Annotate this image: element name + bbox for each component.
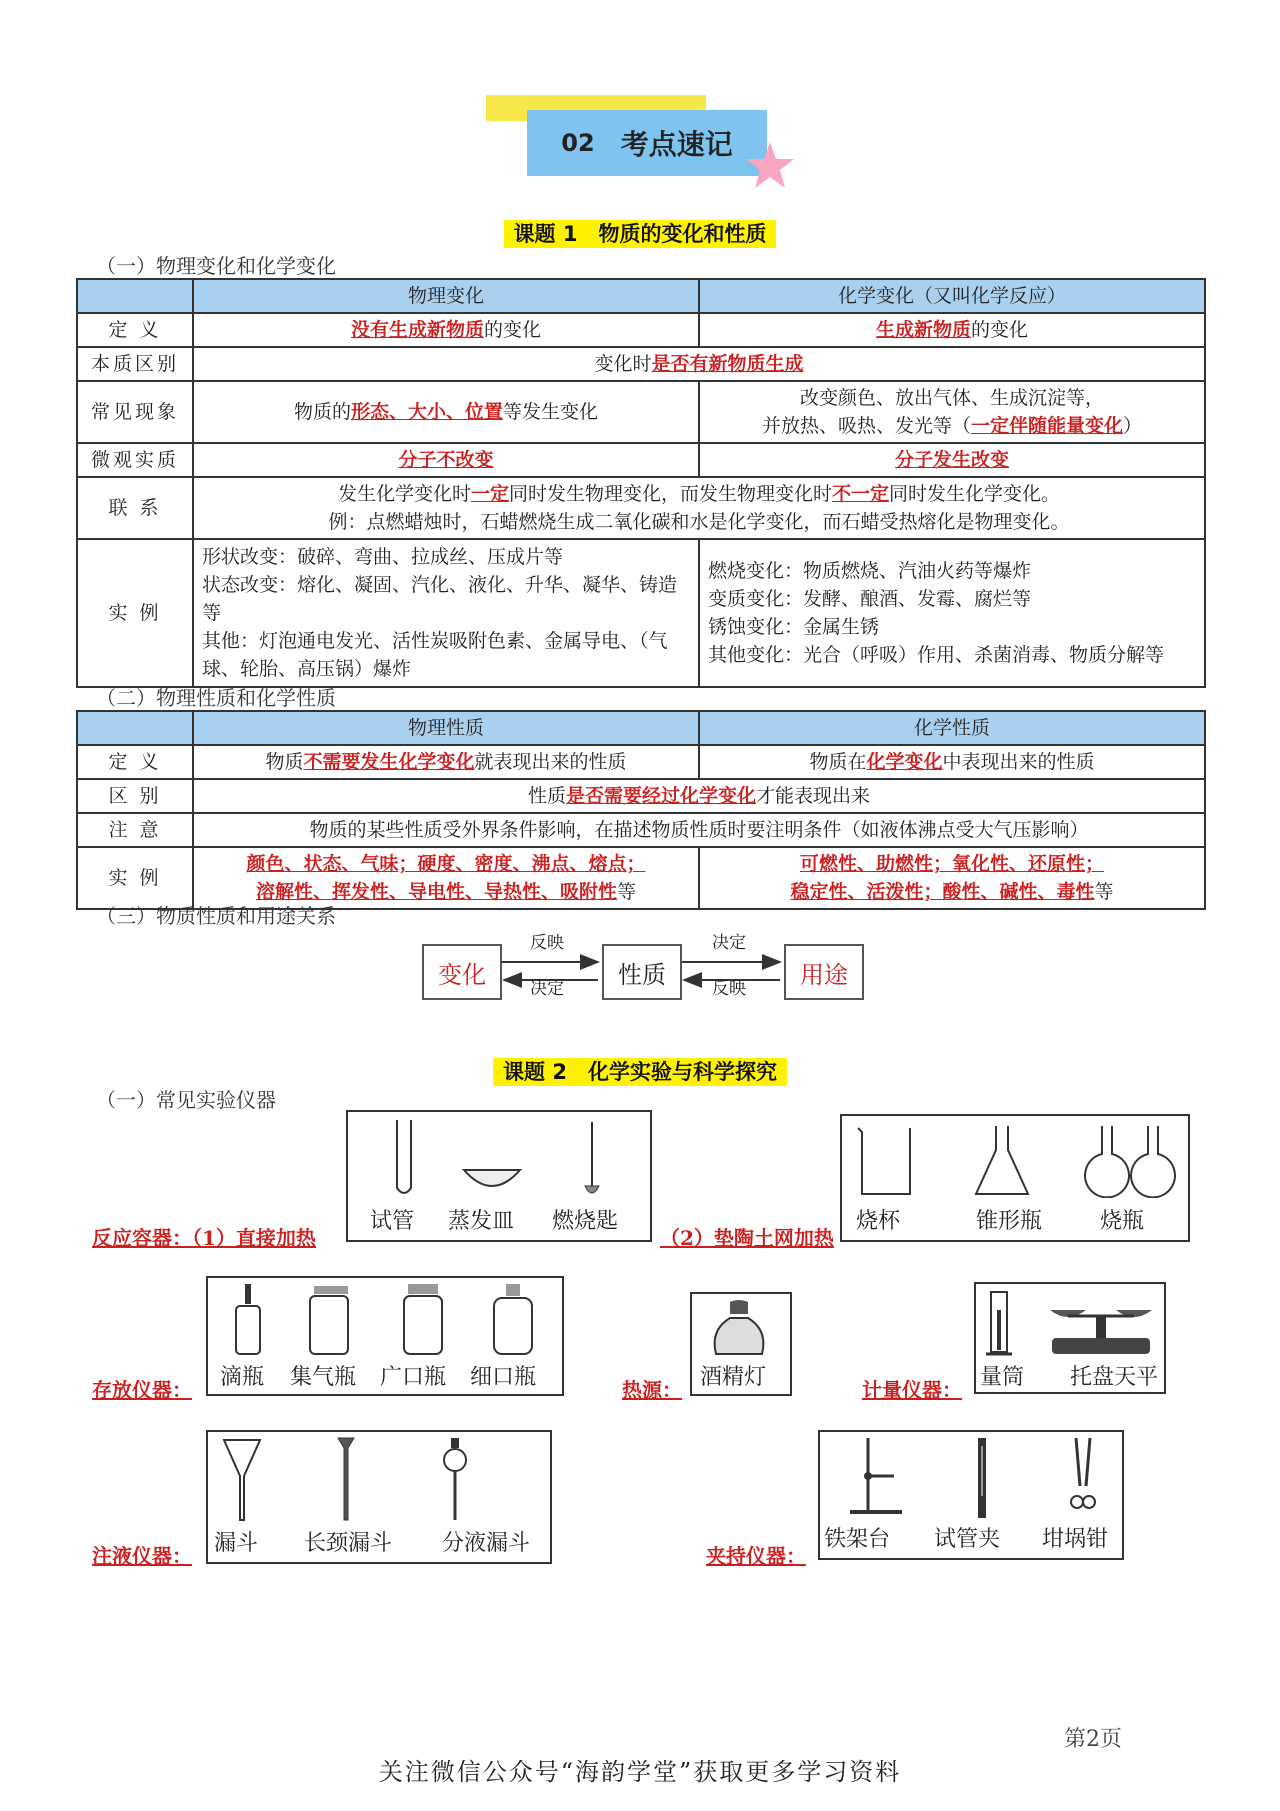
- hold-label: 夹持仪器：: [706, 1544, 806, 1568]
- row-label: 微观实质: [77, 443, 193, 477]
- row-label: 联 系: [77, 477, 193, 539]
- section4-title: （一）常见实验仪器: [96, 1088, 276, 1112]
- beaker-icon: [854, 1124, 916, 1198]
- arrow2-bottom-label: 反映: [712, 979, 746, 999]
- indirect-heat-label: （2）垫陶土网加热: [660, 1226, 834, 1250]
- section3-title: （三）物质性质和用途关系: [96, 904, 336, 928]
- cell-chem-prop-def: 物质在化学变化中表现出来的性质: [699, 745, 1205, 779]
- col-chemical-property: 化学性质: [699, 711, 1205, 745]
- instrument-label: 滴瓶: [220, 1365, 265, 1390]
- instrument-label: 分液漏斗: [442, 1531, 531, 1556]
- long-neck-funnel-icon: [336, 1436, 356, 1522]
- row-label: 常见现象: [77, 381, 193, 443]
- table-row: [77, 745, 1205, 779]
- page-number: 第2页: [1064, 1727, 1122, 1752]
- cell-chem-example: 燃烧变化：物质燃烧、汽油火药等爆炸 变质变化：发酵、酿酒、发霉、腐烂等 锈蚀变化：金属生锈 其他变化：光合（呼吸）作用、杀菌消毒、物质分解等: [699, 539, 1205, 687]
- change-table: [76, 278, 1206, 688]
- gas-bottle-icon: [306, 1282, 352, 1358]
- instrument-label: 锥形瓶: [976, 1209, 1043, 1234]
- instrument-label: 酒精灯: [700, 1365, 767, 1390]
- test-tube-icon: [394, 1118, 414, 1198]
- direct-heat-box: [346, 1110, 652, 1242]
- indirect-heat-box: [840, 1114, 1190, 1242]
- header-blank: [77, 711, 193, 745]
- header-blank: [77, 279, 193, 313]
- instrument-label: 坩埚钳: [1042, 1527, 1109, 1552]
- heat-box: [690, 1292, 792, 1396]
- cell-chem-phenom: 改变颜色、放出气体、生成沉淀等， 并放热、吸热、发光等（一定伴随能量变化）: [699, 381, 1205, 443]
- box-use: 用途: [784, 944, 864, 1000]
- instrument-label: 烧瓶: [1100, 1209, 1145, 1234]
- instrument-label: 集气瓶: [290, 1365, 357, 1390]
- instrument-label: 蒸发皿: [448, 1209, 515, 1234]
- hold-box: [818, 1430, 1124, 1560]
- instrument-label: 广口瓶: [380, 1365, 447, 1390]
- header-title: 考点速记: [620, 128, 733, 161]
- arrow1-bottom-label: 决定: [530, 979, 564, 999]
- heat-label: 热源：: [622, 1378, 682, 1402]
- reaction-label: 反应容器：（1）直接加热: [92, 1226, 316, 1250]
- balance-scale-icon: [1046, 1290, 1156, 1358]
- cell-phys-prop-def: 物质不需要发生化学变化就表现出来的性质: [193, 745, 699, 779]
- table-row: [77, 443, 1205, 477]
- section2-title: （二）物理性质和化学性质: [96, 686, 336, 710]
- conical-flask-icon: [972, 1124, 1032, 1198]
- table-row: [77, 381, 1205, 443]
- cell-phys-phenom: 物质的形态、大小、位置等发生变化: [193, 381, 699, 443]
- funnel-icon: [222, 1438, 262, 1522]
- row-label: 实 例: [77, 847, 193, 909]
- iron-stand-icon: [848, 1436, 904, 1520]
- cell-phys-example: 形状改变：破碎、弯曲、拉成丝、压成片等 状态改变：熔化、凝固、汽化、液化、升华、凝华、铸造等 其他：灯泡通电发光、活性炭吸附色素、金属导电、（气球、轮胎、高压锅）爆炸: [193, 539, 699, 687]
- dropper-bottle-icon: [230, 1282, 266, 1358]
- crucible-tongs-icon: [1068, 1436, 1098, 1522]
- instrument-label: 长颈漏斗: [304, 1531, 393, 1556]
- section1-title: （一）物理变化和化学变化: [96, 254, 336, 278]
- instrument-label: 烧杯: [856, 1209, 901, 1234]
- table-row: [77, 279, 1205, 313]
- instrument-label: 漏斗: [214, 1531, 259, 1556]
- row-label: 本质区别: [77, 347, 193, 381]
- cell-essence: 变化时是否有新物质生成: [193, 347, 1205, 381]
- col-physical-property: 物理性质: [193, 711, 699, 745]
- box-property: 性质: [602, 944, 682, 1000]
- topic1-title: 课题 1 物质的变化和性质: [504, 220, 777, 248]
- table-row: [77, 313, 1205, 347]
- row-label: 实 例: [77, 539, 193, 687]
- box-change: 变化: [422, 944, 502, 1000]
- instrument-label: 托盘天平: [1070, 1365, 1159, 1390]
- topic2-title: 课题 2 化学实验与科学探究: [493, 1058, 787, 1086]
- col-chemical-change: 化学变化（又叫化学反应）: [699, 279, 1205, 313]
- table-row: [77, 779, 1205, 813]
- row-label: 区 别: [77, 779, 193, 813]
- star-icon: [744, 140, 796, 192]
- alcohol-lamp-icon: [708, 1300, 770, 1356]
- graduated-cylinder-icon: [986, 1290, 1012, 1358]
- instrument-label: 试管夹: [934, 1527, 1001, 1552]
- measure-box: [974, 1282, 1166, 1394]
- instrument-label: 细口瓶: [470, 1365, 537, 1390]
- instrument-label: 燃烧匙: [552, 1209, 619, 1234]
- flask-icon: [1078, 1124, 1182, 1198]
- instrument-label: 试管: [370, 1209, 415, 1234]
- table-row: [77, 347, 1205, 381]
- cell-prop-note: 物质的某些性质受外界条件影响，在描述物质性质时要注明条件（如液体沸点受大气压影响）: [193, 813, 1205, 847]
- storage-label: 存放仪器：: [92, 1378, 192, 1402]
- wide-mouth-bottle-icon: [400, 1282, 446, 1358]
- instrument-label: 铁架台: [824, 1527, 891, 1552]
- test-tube-clamp-icon: [972, 1436, 992, 1522]
- row-label: 定 义: [77, 313, 193, 347]
- cell-relation: 发生化学变化时一定同时发生物理变化，而发生物理变化时不一定同时发生化学变化。 例：点燃蜡烛时，石蜡燃烧生成二氧化碳和水是化学变化，而石蜡受热熔化是物理变化。: [193, 477, 1205, 539]
- inject-label: 注液仪器：: [92, 1544, 192, 1568]
- table-row: [77, 477, 1205, 539]
- cell-phys-micro: 分子不改变: [193, 443, 699, 477]
- cell-prop-diff: 性质是否需要经过化学变化才能表现出来: [193, 779, 1205, 813]
- table-row: [77, 539, 1205, 687]
- measure-label: 计量仪器：: [862, 1378, 962, 1402]
- footer-text: 关注微信公众号“海韵学堂”获取更多学习资料: [378, 1758, 902, 1786]
- cell-chem-def: 生成新物质的变化: [699, 313, 1205, 347]
- col-physical-change: 物理变化: [193, 279, 699, 313]
- arrow1-top-label: 反映: [530, 933, 564, 953]
- separatory-funnel-icon: [440, 1436, 470, 1522]
- row-label: 注 意: [77, 813, 193, 847]
- table-row: [77, 813, 1205, 847]
- property-table: [76, 710, 1206, 910]
- table-row: [77, 711, 1205, 745]
- cell-chem-micro: 分子发生改变: [699, 443, 1205, 477]
- header-number: 02: [561, 129, 595, 157]
- cell-chem-prop-example: 可燃性、助燃性；氧化性、还原性； 稳定性、活泼性；酸性、碱性、毒性等: [699, 847, 1205, 909]
- inject-box: [206, 1430, 552, 1564]
- storage-box: [206, 1276, 564, 1396]
- row-label: 定 义: [77, 745, 193, 779]
- cell-phys-def: 没有生成新物质的变化: [193, 313, 699, 347]
- header-banner: [527, 110, 767, 176]
- narrow-mouth-bottle-icon: [490, 1282, 536, 1358]
- cell-phys-prop-example: 颜色、状态、气味；硬度、密度、沸点、熔点； 溶解性、挥发性、导电性、导热性、吸附性等: [193, 847, 699, 909]
- arrow2-top-label: 决定: [712, 933, 746, 953]
- combustion-spoon-icon: [582, 1120, 602, 1200]
- evaporating-dish-icon: [462, 1164, 522, 1194]
- instrument-label: 量筒: [980, 1365, 1025, 1390]
